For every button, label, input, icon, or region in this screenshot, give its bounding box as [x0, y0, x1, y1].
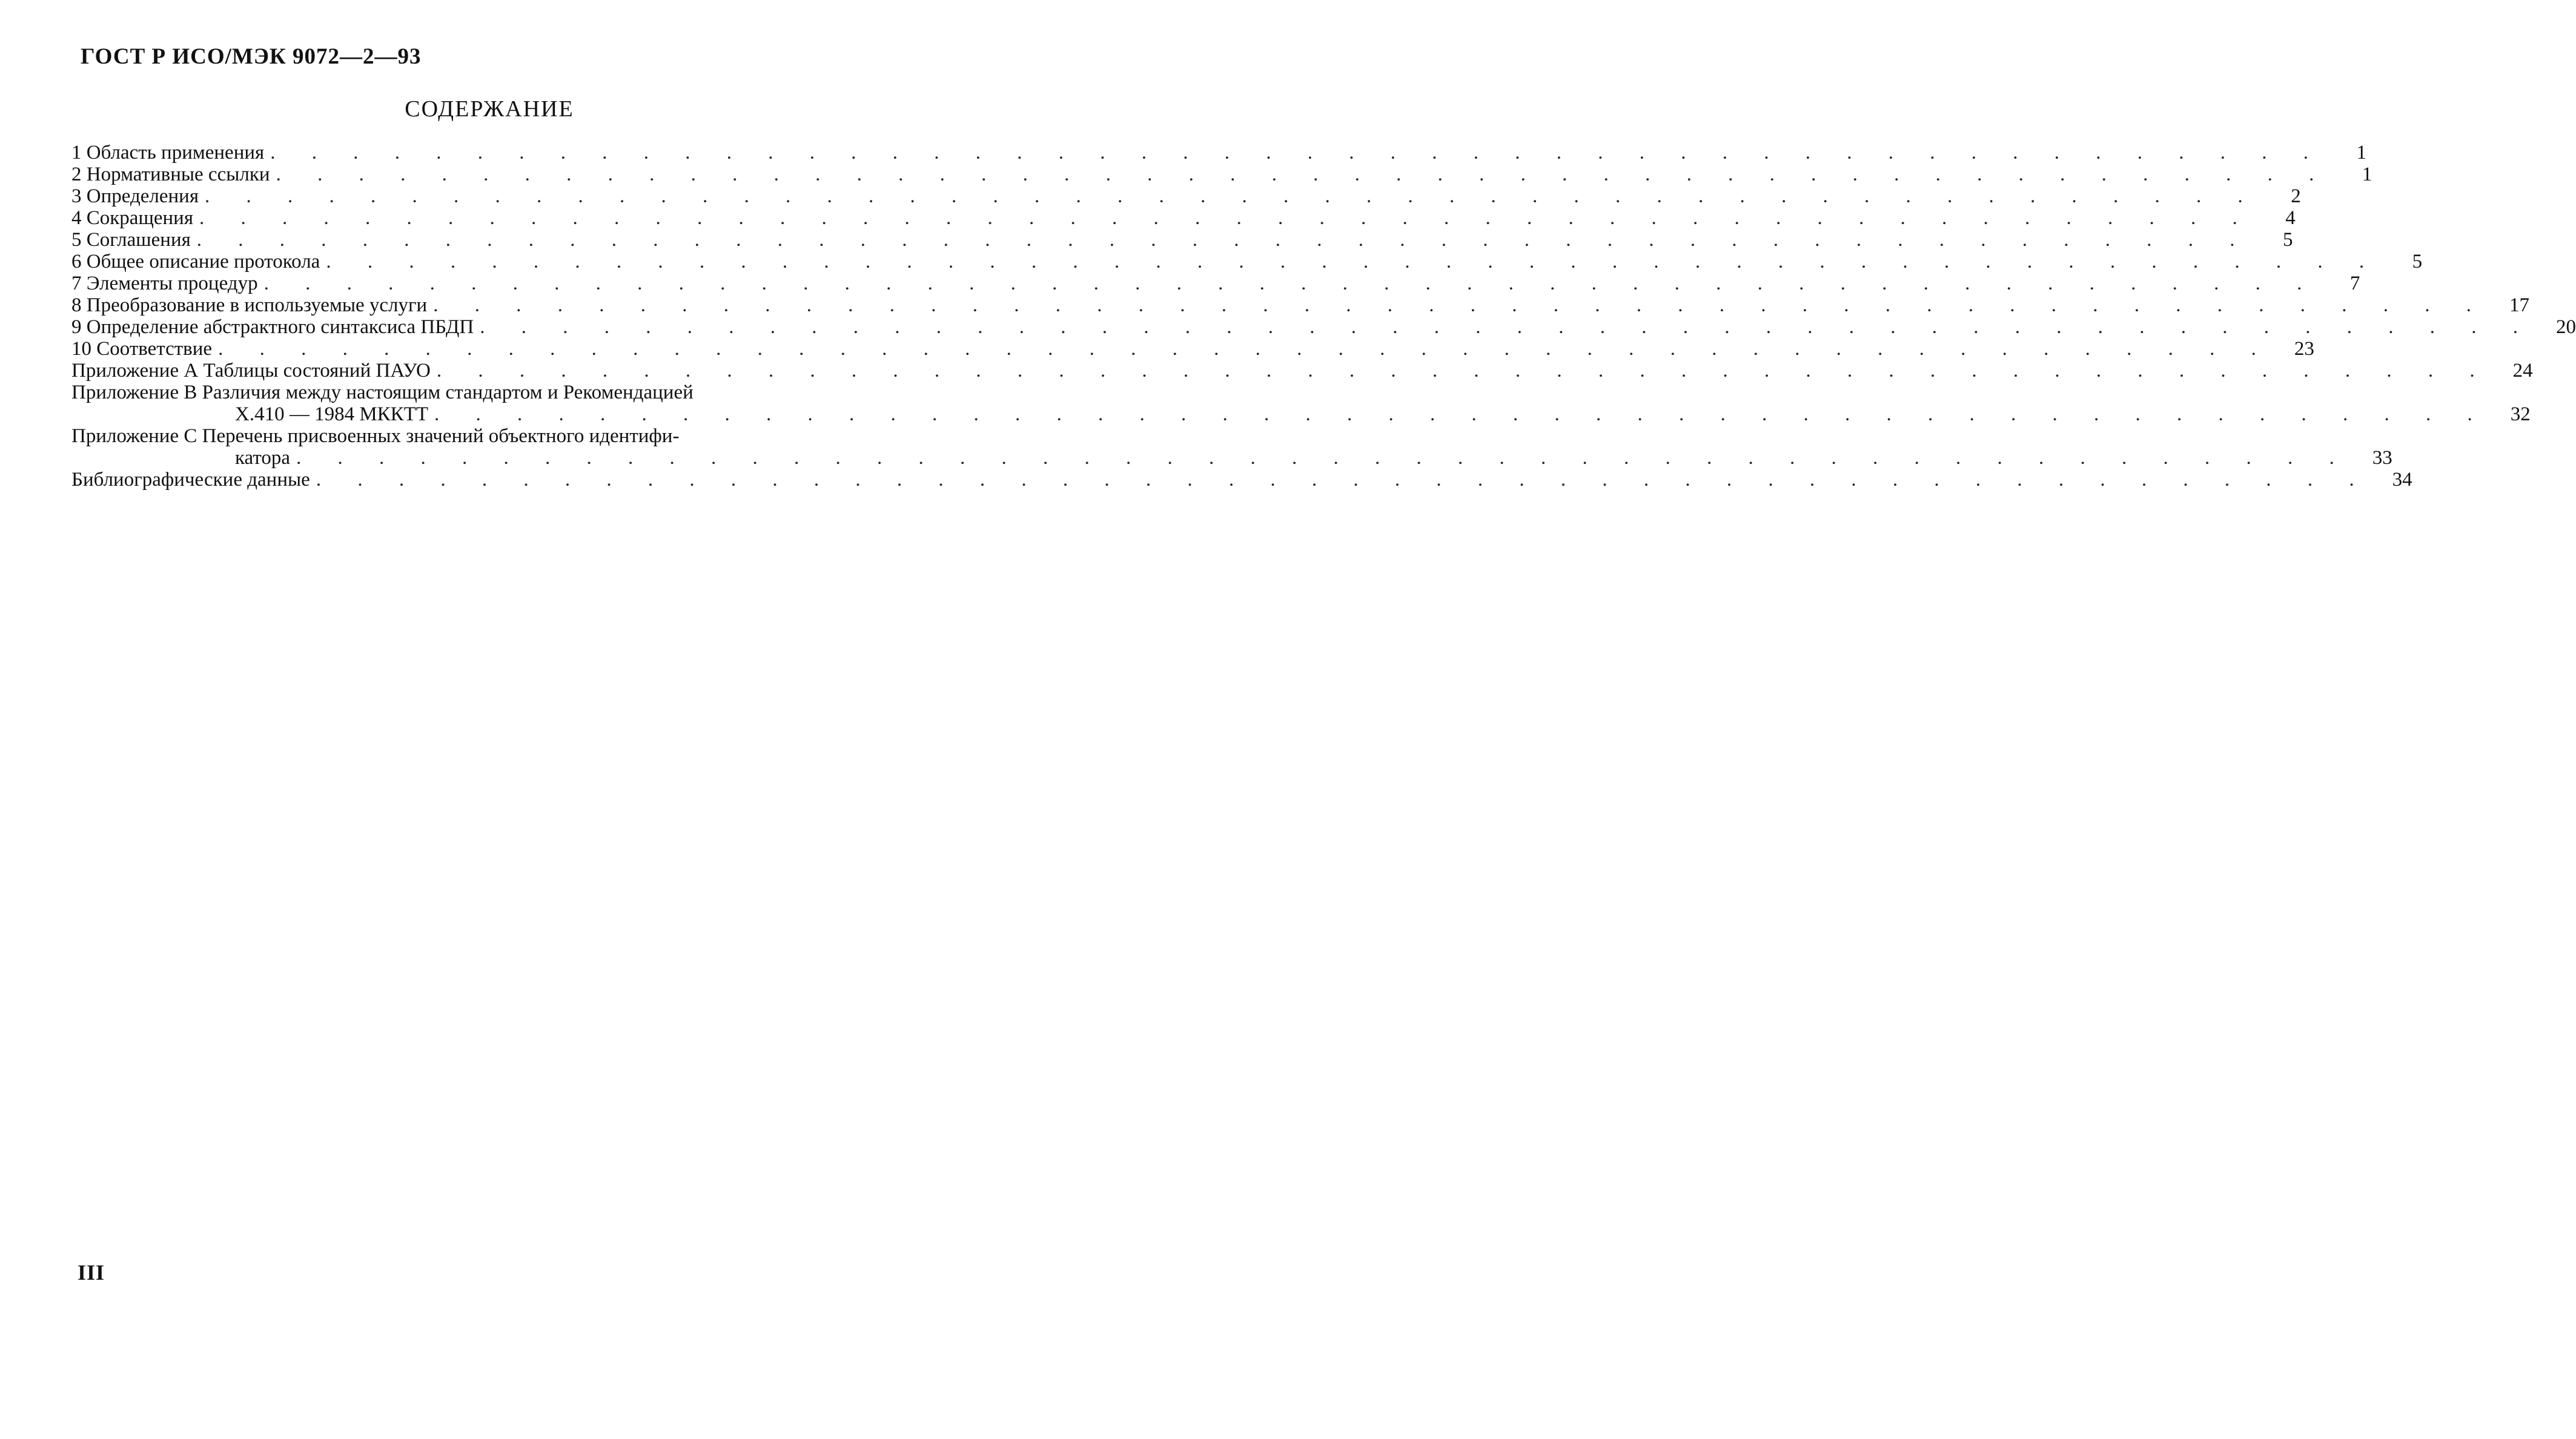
toc-item-label-line1: Приложение В Различия между настоящим стандартом и Рекомендацией [71, 382, 694, 403]
toc-item-page: 1 [2362, 164, 2372, 185]
toc-item[interactable] [71, 469, 2412, 491]
toc-item-label-line2: катора [235, 447, 290, 469]
toc-item[interactable] [71, 382, 2531, 425]
toc-leader-dots [296, 447, 2350, 469]
toc-item-page: 1 [2356, 142, 2366, 164]
toc-leader-dots [326, 251, 2380, 273]
toc-item-label: 8 Преобразование в используемые услуги [71, 294, 428, 316]
toc-item-label: Библиографические данные [71, 469, 310, 491]
toc-item-page: 33 [2372, 447, 2392, 469]
toc-item[interactable] [71, 316, 2576, 338]
toc-leader-dots [434, 403, 2488, 425]
toc-leader-dots [197, 229, 2251, 251]
page-number: III [78, 1260, 105, 1285]
toc-leader-dots [199, 207, 2253, 229]
toc-item[interactable] [71, 360, 2533, 382]
toc-item-page: 23 [2294, 338, 2314, 360]
toc-leader-dots [270, 142, 2324, 164]
toc-item-page: 17 [2509, 294, 2529, 316]
toc-item[interactable] [71, 251, 2423, 273]
toc-item-label: 2 Нормативные ссылки [71, 164, 270, 185]
toc-leader-dots [433, 294, 2487, 316]
toc-item-page: 2 [2291, 185, 2301, 207]
toc-item-label: Приложение А Таблицы состояний ПАУО [71, 360, 431, 382]
toc-item-page: 4 [2285, 207, 2296, 229]
toc-item-page: 7 [2349, 273, 2360, 294]
table-of-contents [71, 142, 2576, 491]
toc-item-label-line2: Х.410 — 1984 МККТТ [235, 403, 429, 425]
toc-item[interactable] [71, 338, 2314, 360]
toc-item[interactable] [71, 294, 2529, 316]
toc-item[interactable] [71, 142, 2366, 164]
toc-item[interactable] [71, 207, 2296, 229]
toc-leader-dots [276, 164, 2330, 185]
toc-title: СОДЕРЖАНИЕ [405, 96, 574, 122]
toc-item-page: 32 [2510, 403, 2531, 425]
toc-item-page: 34 [2392, 469, 2412, 491]
toc-item-label: 4 Сокращения [71, 207, 193, 229]
toc-item-label-line1: Приложение С Перечень присвоенных значений объектного идентифи- [71, 425, 680, 447]
toc-item[interactable] [71, 185, 2301, 207]
toc-item[interactable] [71, 164, 2372, 185]
toc-item-page: 5 [2283, 229, 2293, 251]
toc-item-label: 10 Соответствие [71, 338, 213, 360]
toc-item-label: 3 Определения [71, 185, 199, 207]
toc-item-page: 24 [2512, 360, 2533, 382]
toc-item-label: 1 Область применения [71, 142, 265, 164]
toc-leader-dots [480, 316, 2534, 338]
toc-item[interactable] [71, 425, 2392, 469]
toc-leader-dots [218, 338, 2272, 360]
toc-item-label: 9 Определение абстрактного синтаксиса ПБДП [71, 316, 474, 338]
toc-item[interactable] [71, 273, 2360, 294]
toc-item[interactable] [71, 229, 2293, 251]
toc-leader-dots [316, 469, 2370, 491]
toc-leader-dots [437, 360, 2491, 382]
toc-item-label: 7 Элементы процедур [71, 273, 258, 294]
toc-item-label: 6 Общее описание протокола [71, 251, 320, 273]
toc-leader-dots [264, 273, 2318, 294]
toc-item-page: 20 [2555, 316, 2576, 338]
toc-leader-dots [205, 185, 2259, 207]
toc-item-label: 5 Соглашения [71, 229, 191, 251]
toc-item-page: 5 [2412, 251, 2423, 273]
document-header: ГОСТ Р ИСО/МЭК 9072—2—93 [81, 44, 422, 69]
